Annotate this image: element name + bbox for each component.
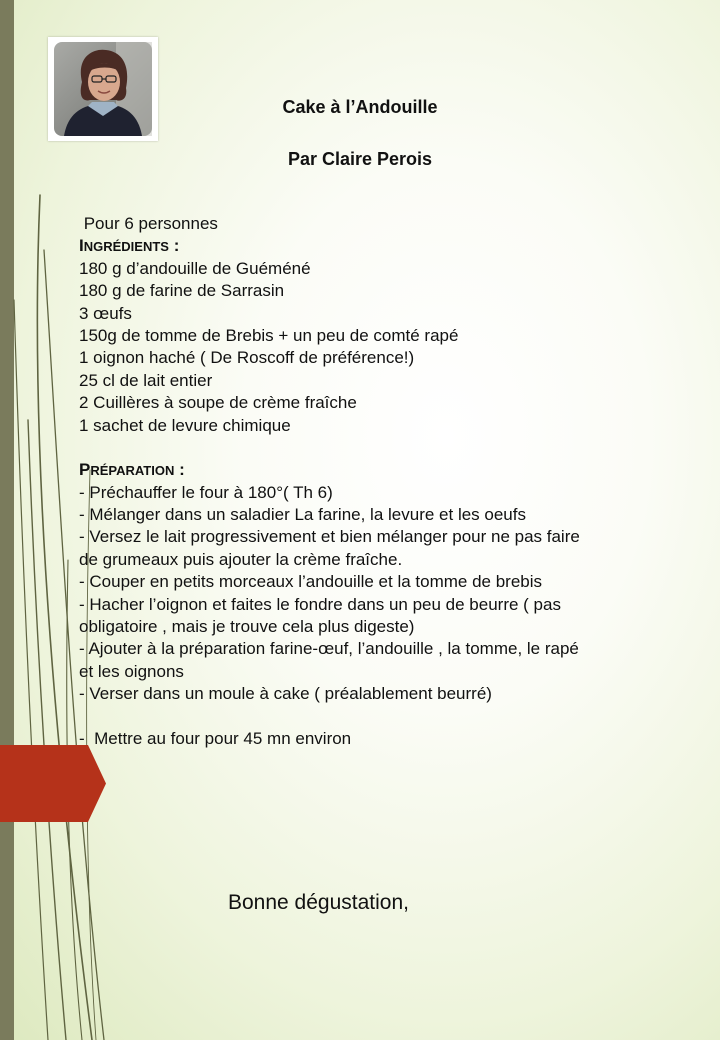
preparation-step: - Couper en petits morceaux l’andouille et la tomme de brebis <box>79 572 543 592</box>
servings: Pour 6 personnes <box>79 214 218 233</box>
preparation-step: - Verser dans un moule à cake ( préalablement beurré) <box>79 684 492 704</box>
preparation-step: - Préchauffer le four à 180°( Th 6) <box>79 482 333 502</box>
recipe-author: Par Claire Perois <box>287 149 433 169</box>
author-photo <box>48 37 158 141</box>
preparation-step: - Versez le lait progressivement et bien mélanger pour ne pas faire <box>79 527 580 547</box>
heading-rest: NGRÉDIENTS <box>83 239 169 255</box>
ingredient-item: 180 g d’andouille de Guéméné <box>79 258 311 278</box>
author-avatar-image <box>54 42 152 136</box>
ingredient-item: 25 cl de lait entier <box>79 370 213 390</box>
heading-suffix: : <box>168 236 180 256</box>
preparation-steps <box>79 482 649 706</box>
preparation-step: - Ajouter à la préparation farine-œuf, l’andouille , la tomme, le rapé <box>79 639 579 659</box>
heading-initial: P <box>79 460 91 480</box>
preparation-step: obligatoire , mais je trouve cela plus digeste) <box>79 617 415 637</box>
preparation-heading <box>79 459 649 481</box>
red-arrow-shape <box>0 745 106 822</box>
ingredients-heading <box>79 235 649 257</box>
closing-message: Bonne dégustation, <box>228 891 409 914</box>
preparation-step: - Mélanger dans un saladier La farine, la levure et les oeufs <box>79 505 526 525</box>
recipe-body <box>79 213 649 750</box>
spacer <box>79 437 649 459</box>
preparation-step: de grumeaux puis ajouter la crème fraîche. <box>79 549 403 569</box>
ingredient-item: 2 Cuillères à soupe de crème fraîche <box>79 393 357 413</box>
heading-initial: I <box>79 236 84 256</box>
ingredients-list <box>79 258 649 437</box>
preparation-step: et les oignons <box>79 661 184 681</box>
spacer <box>79 706 649 728</box>
recipe-title: Cake à l’Andouille <box>282 97 438 117</box>
heading-suffix: : <box>174 460 185 480</box>
ingredient-item: 3 œufs <box>79 303 132 323</box>
ingredient-item: 150g de tomme de Brebis + un peu de comté rapé <box>79 325 459 345</box>
preparation-step: - Hacher l’oignon et faites le fondre dans un peu de beurre ( pas <box>79 594 561 614</box>
ingredient-item: 1 sachet de levure chimique <box>79 415 291 435</box>
ingredient-item: 180 g de farine de Sarrasin <box>79 281 285 301</box>
heading-rest: RÉPARATION <box>90 463 175 479</box>
ingredient-item: 1 oignon haché ( De Roscoff de préférence!) <box>79 348 415 368</box>
final-step: - Mettre au four pour 45 mn environ <box>79 728 352 748</box>
